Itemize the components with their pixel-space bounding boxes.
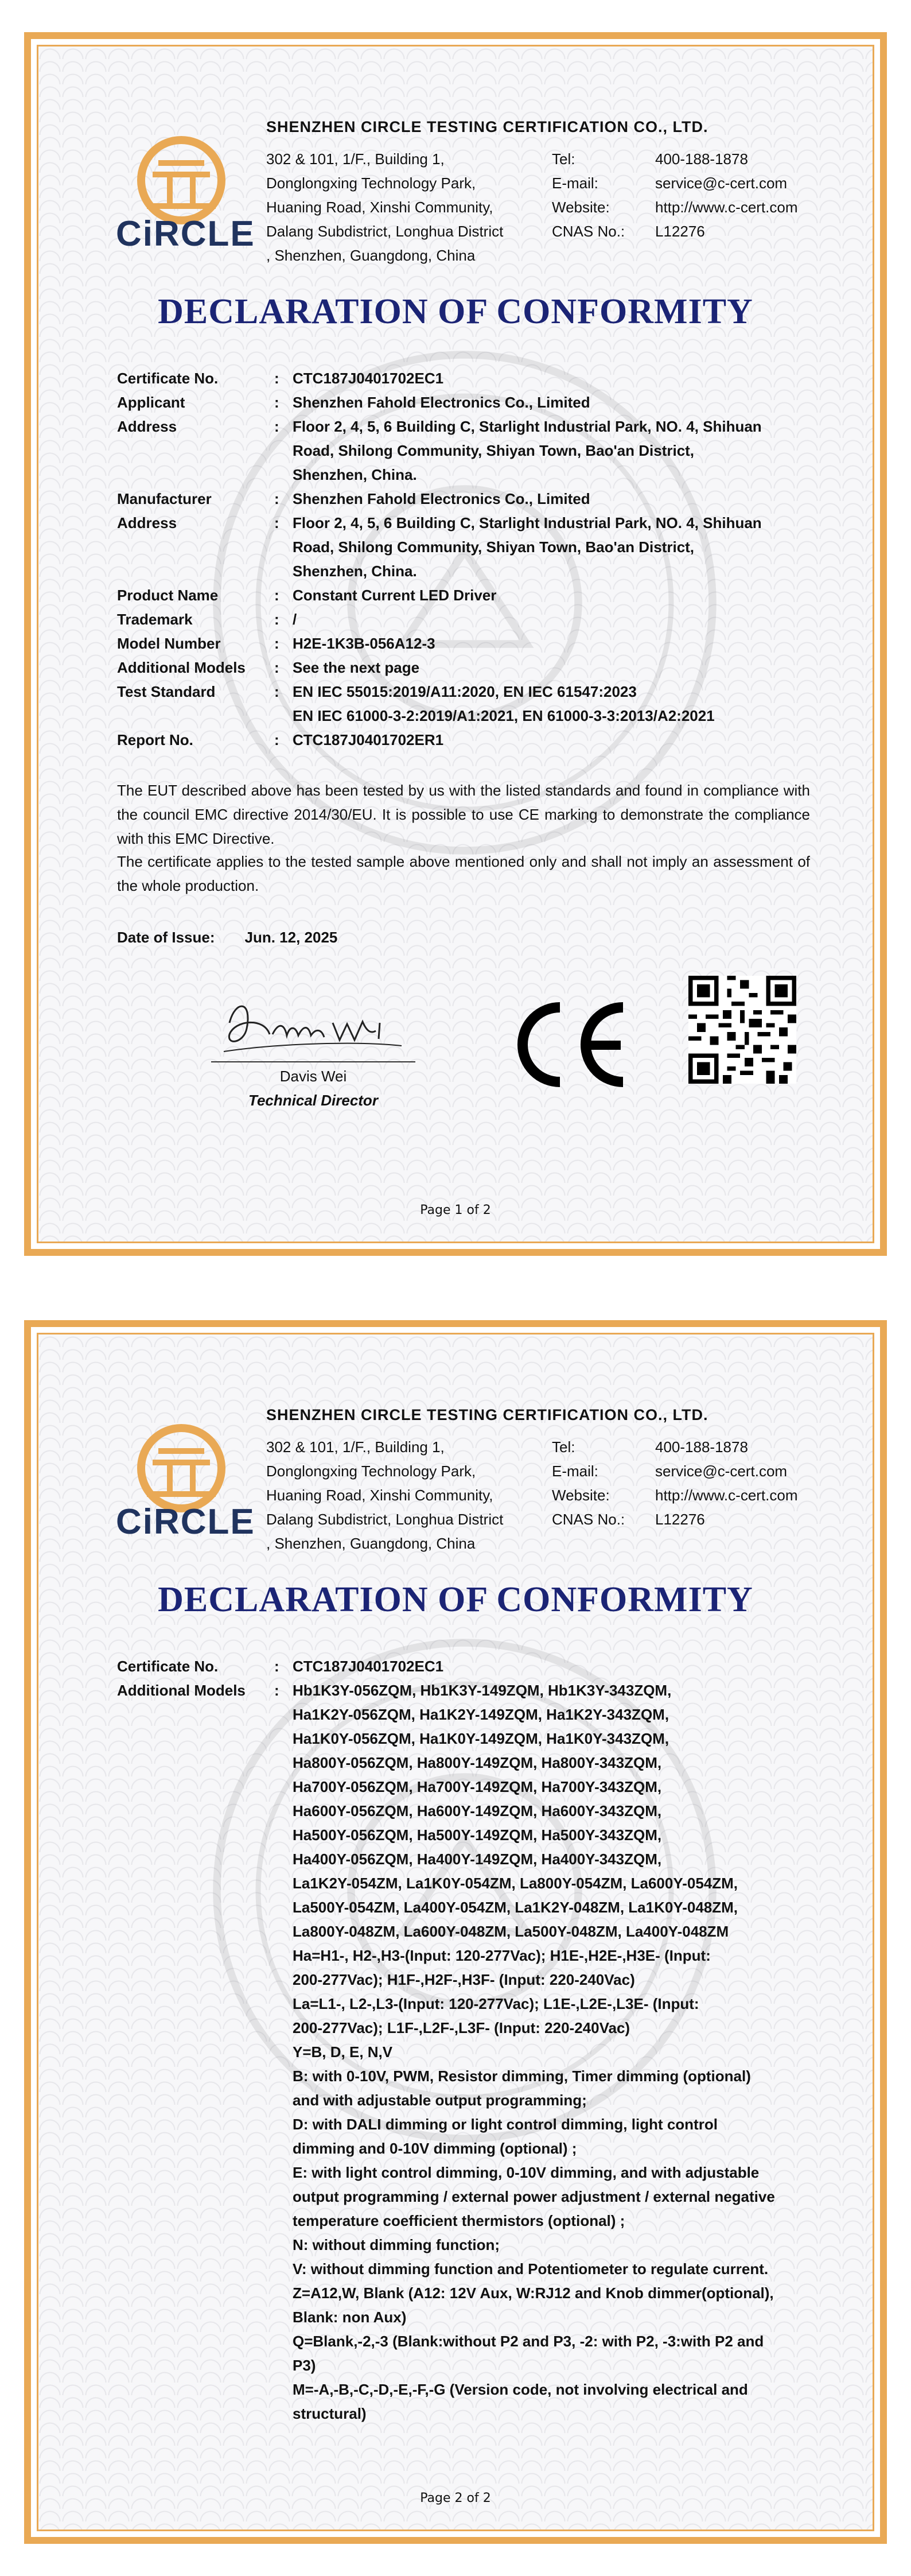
company-header [112, 1395, 812, 1567]
company-contacts [552, 1435, 798, 1531]
model-line: Ha600Y-056ZQM, Ha600Y-149ZQM, Ha600Y-343ZQM, [293, 1802, 662, 1820]
company-name: SHENZHEN CIRCLE TESTING CERTIFICATION CO., LTD. [266, 1406, 708, 1423]
field-row: Test Standard : EN IEC 55015:2019/A11:2020, EN IEC 61547:2023 EN IEC 61000-3-2:2019/A1:2021, EN 61000-3-3:2013/A2:2021 [117, 680, 762, 728]
ce-mark [508, 1002, 630, 1088]
signature [212, 988, 453, 1063]
field-value: Shenzhen Fahold Electronics Co., Limited [293, 490, 590, 507]
model-line: Ha=H1-, H2-,H3-(Input: 120-277Vac); H1E-,H2E-,H3E- (Input: [293, 1947, 711, 1964]
model-line: Hb1K3Y-056ZQM, Hb1K3Y-149ZQM, Hb1K3Y-343ZQM, [293, 1682, 672, 1699]
field-value: Road, Shilong Community, Shiyan Town, Bao'an District, [293, 442, 695, 459]
field-value: Constant Current LED Driver [293, 587, 497, 604]
contact-value: L12276 [655, 1511, 705, 1528]
page-number: Page 2 of 2 [420, 2491, 491, 2505]
field-label: Trademark [117, 611, 193, 628]
contact-label: Website: [552, 199, 610, 216]
contact-value: 400-188-1878 [655, 1438, 748, 1456]
field-row: Additional Models : Hb1K3Y-056ZQM, Hb1K3Y-149ZQM, Hb1K3Y-343ZQM, Ha1K2Y-056ZQM, Ha1K2Y-149ZQM, Ha1K2Y-343ZQM, Ha1K0Y-056ZQM, Ha1K0Y-149ZQM, Ha1K0Y-343ZQM, Ha800Y-056ZQM, Ha800Y-149ZQM, Ha800Y-343ZQM, Ha700Y-056ZQM, Ha700Y-149ZQM, Ha700Y-343ZQM, Ha600Y-056ZQM, Ha600Y-149ZQM, Ha600Y-343ZQM, Ha500Y-056ZQM, Ha500Y-149ZQM, Ha500Y-343ZQM, Ha400Y-056ZQM, Ha400Y-149ZQM, Ha400Y-343ZQM, La1K2Y-054ZM, La1K0Y-054ZM, La800Y-054ZM, La600Y-054ZM, La500Y-054ZM, La400Y-054ZM, La1K2Y-048ZM, La1K0Y-048ZM, La800Y-048ZM, La600Y-048ZM, La500Y-048ZM, La400Y-048ZM Ha=H1-, H2-,H3-(Input: 120-277Vac); H1E-,H2E-,H3E- (Input: 200-277Vac); H1F-,H2F-,H3F- (Input: 220-240Vac) La=L1-, L2-,L3-(Input: 120-277Vac); L1E-,L2E-,L3E- (Input: 200-277Vac); L1F-,L2F-,L3F- (Input: 220-240Vac) Y=B, D, E, N,V B: with 0-10V, PWM, Resistor dimming, Timer dimming (optional) and with adjustable output programming; D: with DALI dimming or light control dimming, light control dimming and 0-10V dimming (optional) ; E: with light control dimming, 0-10V dimming, and with adjustable output programming / external power adjustment / external negative temperature coefficient thermistors (optional) ; N: without dimming function; V: without dimming function and Potentiometer to regulate current. Z=A12,W, Blank (A12: 12V Aux, W:RJ12 and Knob dimmer(optional), Blank: non Aux) Q=Blank,-2,-3 (Blank:without P2 and P3, -2: with P2, -3:with P2 and P3) M=-A,-B,-C,-D,-E,-F,-G (Version code, not involving electrical and structural) [117, 1678, 775, 2426]
field-row: Trademark : / [117, 607, 762, 631]
field-value: / [293, 611, 297, 628]
address-line: 302 & 101, 1/F., Building 1, [266, 150, 445, 168]
model-line: Ha700Y-056ZQM, Ha700Y-149ZQM, Ha700Y-343ZQM, [293, 1778, 662, 1795]
address-line: Dalang Subdistrict, Longhua District [266, 1511, 504, 1528]
certificate-fields [117, 366, 762, 752]
compliance-paragraph: The EUT described above has been tested by us with the listed standards and found in compliance with the council EMC directive 2014/30/EU. It is possible to use CE marking to demonstrate the compliance with this EMC Directive. [117, 782, 810, 847]
contact-value: service@c-cert.com [655, 174, 788, 192]
contact-value: http://www.c-cert.com [655, 199, 798, 216]
model-line: Ha500Y-056ZQM, Ha500Y-149ZQM, Ha500Y-343ZQM, [293, 1826, 662, 1844]
field-label: Test Standard [117, 683, 216, 700]
model-line: 200-277Vac); L1F-,L2F-,L3F- (Input: 220-240Vac) [293, 2019, 630, 2036]
field-row: Address : Floor 2, 4, 5, 6 Building C, Starlight Industrial Park, NO. 4, Shihuan Road, Shilong Community, Shiyan Town, Bao'an District, Shenzhen, China. [117, 414, 762, 487]
field-label: Certificate No. [117, 1658, 219, 1675]
document-title: DECLARATION OF CONFORMITY [158, 1580, 753, 1619]
model-line: and with adjustable output programming; [293, 2092, 587, 2109]
contact-label: CNAS No.: [552, 223, 625, 240]
logo-text: CiRCLE [116, 214, 255, 254]
model-line: 200-277Vac); H1F-,H2F-,H3F- (Input: 220-240Vac) [293, 1971, 635, 1988]
model-line: output programming / external power adjustment / external negative [293, 2188, 775, 2205]
model-line: E: with light control dimming, 0-10V dimming, and with adjustable [293, 2164, 760, 2181]
field-value: Floor 2, 4, 5, 6 Building C, Starlight Industrial Park, NO. 4, Shihuan [293, 514, 762, 532]
field-label: Manufacturer [117, 490, 212, 507]
model-line: La800Y-048ZM, La600Y-048ZM, La500Y-048ZM, La400Y-048ZM [293, 1923, 729, 1940]
company-contacts [552, 147, 798, 243]
field-row: Certificate No. : CTC187J0401702EC1 [117, 366, 762, 390]
issue-date [117, 929, 337, 946]
model-line: V: without dimming function and Potentiometer to regulate current. [293, 2260, 769, 2278]
model-line: Z=A12,W, Blank (A12: 12V Aux, W:RJ12 and Knob dimmer(optional), [293, 2284, 774, 2302]
model-line: temperature coefficient thermistors (optional) ; [293, 2212, 625, 2229]
issue-date-label: Date of Issue: [117, 929, 215, 946]
model-line: P3) [293, 2357, 316, 2374]
field-value: Floor 2, 4, 5, 6 Building C, Starlight Industrial Park, NO. 4, Shihuan [293, 418, 762, 435]
address-line: , Shenzhen, Guangdong, China [266, 1535, 476, 1552]
address-line: Huaning Road, Xinshi Community, [266, 1487, 493, 1504]
model-line: Ha1K0Y-056ZQM, Ha1K0Y-149ZQM, Ha1K0Y-343ZQM, [293, 1730, 669, 1747]
field-value: Shenzhen, China. [293, 562, 417, 580]
company-address [266, 147, 503, 267]
address-line: 302 & 101, 1/F., Building 1, [266, 1438, 445, 1456]
field-value: Shenzhen, China. [293, 466, 417, 483]
field-value: H2E-1K3B-056A12-3 [293, 635, 435, 652]
field-value: EN IEC 61000-3-2:2019/A1:2021, EN 61000-3-3:2013/A2:2021 [293, 707, 715, 724]
issue-date-value: Jun. 12, 2025 [244, 929, 338, 946]
contact-label: Tel: [552, 1438, 575, 1456]
model-line: M=-A,-B,-C,-D,-E,-F,-G (Version code, not involving electrical and [293, 2381, 748, 2398]
model-line: La1K2Y-054ZM, La1K0Y-054ZM, La800Y-054ZM, La600Y-054ZM, [293, 1875, 738, 1892]
signer-name: Davis Wei [279, 1068, 347, 1085]
address-line: Dalang Subdistrict, Longhua District [266, 223, 504, 240]
model-line: D: with DALI dimming or light control dimming, light control [293, 2116, 718, 2133]
document-title: DECLARATION OF CONFORMITY [158, 292, 753, 331]
address-line: Donglongxing Technology Park, [266, 1462, 476, 1480]
contact-label: CNAS No.: [552, 1511, 625, 1528]
field-label: Certificate No. [117, 370, 219, 387]
field-value: See the next page [293, 659, 420, 676]
contact-label: E-mail: [552, 1462, 598, 1480]
field-value: CTC187J0401702ER1 [293, 731, 444, 748]
company-name: SHENZHEN CIRCLE TESTING CERTIFICATION CO., LTD. [266, 118, 708, 135]
field-value: CTC187J0401702EC1 [293, 1658, 444, 1675]
field-row: Manufacturer : Shenzhen Fahold Electronics Co., Limited [117, 487, 762, 511]
contact-value: http://www.c-cert.com [655, 1487, 798, 1504]
models-list [117, 1678, 775, 2426]
qr-code [688, 976, 796, 1084]
model-line: Blank: non Aux) [293, 2309, 407, 2326]
model-line: dimming and 0-10V dimming (optional) ; [293, 2140, 577, 2157]
contact-label: Tel: [552, 150, 575, 168]
model-line: La=L1-, L2-,L3-(Input: 120-277Vac); L1E-,L2E-,L3E- (Input: [293, 1995, 699, 2012]
contact-value: L12276 [655, 223, 705, 240]
address-line: , Shenzhen, Guangdong, China [266, 247, 476, 264]
field-value: EN IEC 55015:2019/A11:2020, EN IEC 61547:2023 [293, 683, 637, 700]
scope-paragraph: The certificate applies to the tested sample above mentioned only and shall not imply an assessment of the whole production. [117, 853, 810, 894]
model-line: Ha1K2Y-056ZQM, Ha1K2Y-149ZQM, Ha1K2Y-343ZQM, [293, 1706, 669, 1723]
company-header [112, 107, 812, 279]
contact-value: service@c-cert.com [655, 1462, 788, 1480]
additional-models-section [117, 1654, 775, 2426]
field-label: Additional Models [117, 1682, 246, 1699]
model-line: B: with 0-10V, PWM, Resistor dimming, Timer dimming (optional) [293, 2067, 751, 2085]
field-label: Model Number [117, 635, 221, 652]
field-label: Address [117, 418, 177, 435]
model-line: structural) [293, 2405, 367, 2422]
field-value: Shenzhen Fahold Electronics Co., Limited [293, 394, 590, 411]
logo-text: CiRCLE [116, 1502, 255, 1542]
field-row: Additional Models : See the next page [117, 655, 762, 680]
field-row: Certificate No. : CTC187J0401702EC1 [117, 1654, 775, 1678]
contact-label: E-mail: [552, 174, 598, 192]
contact-value: 400-188-1878 [655, 150, 748, 168]
field-value: Road, Shilong Community, Shiyan Town, Bao'an District, [293, 538, 695, 556]
field-label: Product Name [117, 587, 219, 604]
field-row: Report No. : CTC187J0401702ER1 [117, 728, 762, 752]
field-value: CTC187J0401702EC1 [293, 370, 444, 387]
signature-line [211, 1061, 415, 1062]
model-line: Q=Blank,-2,-3 (Blank:without P2 and P3, -2: with P2, -3:with P2 and [293, 2333, 764, 2350]
model-line: N: without dimming function; [293, 2236, 500, 2253]
certificate-page-2 [0, 1288, 911, 2576]
model-line: Ha400Y-056ZQM, Ha400Y-149ZQM, Ha400Y-343ZQM, [293, 1850, 662, 1868]
field-row: Model Number : H2E-1K3B-056A12-3 [117, 631, 762, 655]
field-label: Report No. [117, 731, 193, 748]
page-number: Page 1 of 2 [420, 1203, 491, 1217]
field-row: Product Name : Constant Current LED Driver [117, 583, 762, 607]
field-label: Address [117, 514, 177, 532]
field-row: Applicant : Shenzhen Fahold Electronics Co., Limited [117, 390, 762, 414]
signer-title: Technical Director [248, 1092, 378, 1109]
model-line: La500Y-054ZM, La400Y-054ZM, La1K2Y-048ZM, La1K0Y-048ZM, [293, 1899, 738, 1916]
field-label: Applicant [117, 394, 185, 411]
company-address [266, 1435, 503, 1555]
field-label: Additional Models [117, 659, 246, 676]
model-line: Y=B, D, E, N,V [293, 2043, 393, 2061]
address-line: Donglongxing Technology Park, [266, 174, 476, 192]
address-line: Huaning Road, Xinshi Community, [266, 199, 493, 216]
contact-label: Website: [552, 1487, 610, 1504]
field-row: Address : Floor 2, 4, 5, 6 Building C, Starlight Industrial Park, NO. 4, Shihuan Road, Shilong Community, Shiyan Town, Bao'an District, Shenzhen, China. [117, 511, 762, 583]
model-line: Ha800Y-056ZQM, Ha800Y-149ZQM, Ha800Y-343ZQM, [293, 1754, 662, 1771]
